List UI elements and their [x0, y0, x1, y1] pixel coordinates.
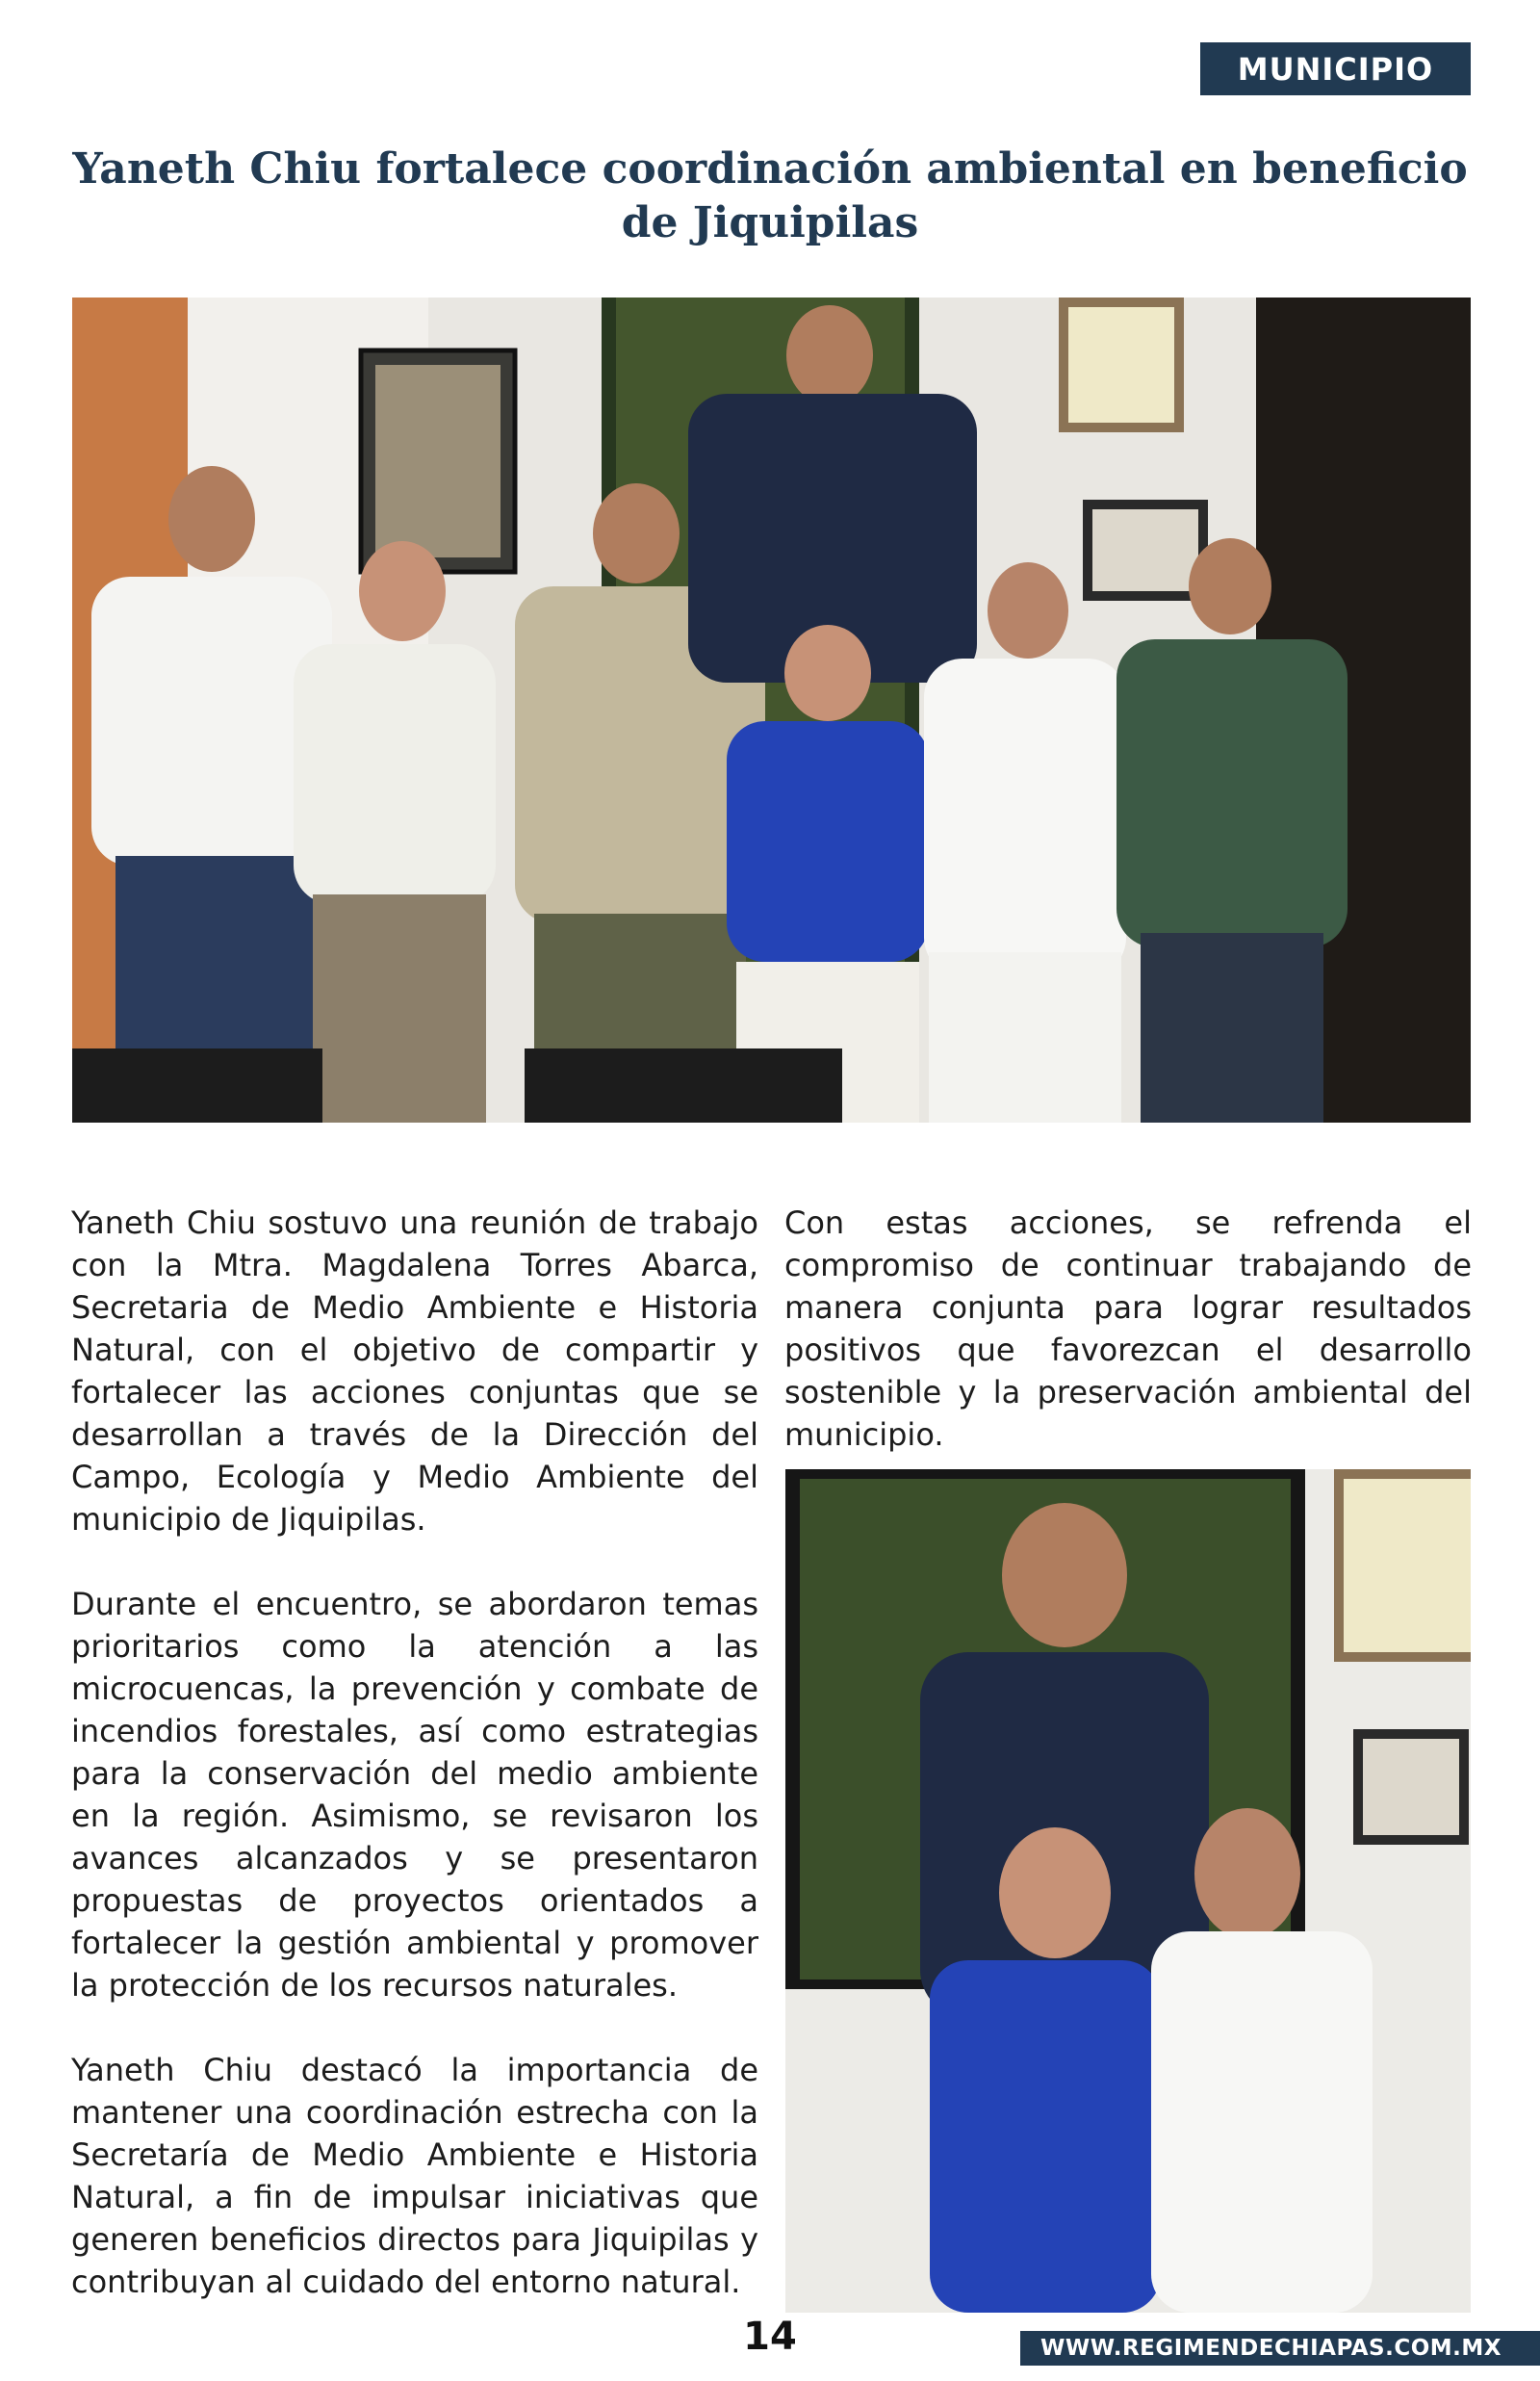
section-tag: MUNICIPIO [1200, 42, 1471, 95]
article-body-left [71, 1202, 758, 2303]
paragraph: Con estas acciones, se refrenda el compromiso de continuar trabajando de manera conjunta para lograr resultados positivos que favorezcan el desarrollo sostenible y la preservación ambiental del municipio. [784, 1204, 1472, 1453]
group-photo-secondary [785, 1469, 1471, 2313]
paragraph: Durante el encuentro, se abordaron temas prioritarios como la atención a las microcuencas, la prevención y combate de incendios forestales, así como estrategias para la conservación del medio ambiente en la región. Asimismo, se revisaron los avances alcanzados y se presentaron propuestas de proyectos orientados a fortalecer la gestión ambiental y promover la protección de los recursos naturales. [71, 1586, 758, 2004]
article-body-right [784, 1202, 1472, 1456]
page-number: 14 [743, 2315, 797, 2359]
group-photo-icon [785, 1469, 1471, 2313]
paragraph: Yaneth Chiu sostuvo una reunión de trabajo con la Mtra. Magdalena Torres Abarca, Secretaria de Medio Ambiente e Historia Natural, con el objetivo de compartir y fortalecer las acciones conjuntas que se desarrollan a través de la Dirección del Campo, Ecología y Medio Ambiente del municipio de Jiquipilas. [71, 1204, 758, 1538]
footer-website[interactable]: WWW.REGIMENDECHIAPAS.COM.MX [1020, 2331, 1540, 2366]
article-headline: Yaneth Chiu fortalece coordinación ambiental en beneficio de Jiquipilas [72, 144, 1468, 247]
paragraph: Yaneth Chiu destacó la importancia de mantener una coordinación estrecha con la Secretaría de Medio Ambiente e Historia Natural, a fin de impulsar iniciativas que generen beneficios directos para Jiquipilas y contribuyan al cuidado del entorno natural. [71, 2052, 758, 2300]
group-photo-main [72, 298, 1471, 1123]
group-photo-icon [72, 298, 1471, 1123]
